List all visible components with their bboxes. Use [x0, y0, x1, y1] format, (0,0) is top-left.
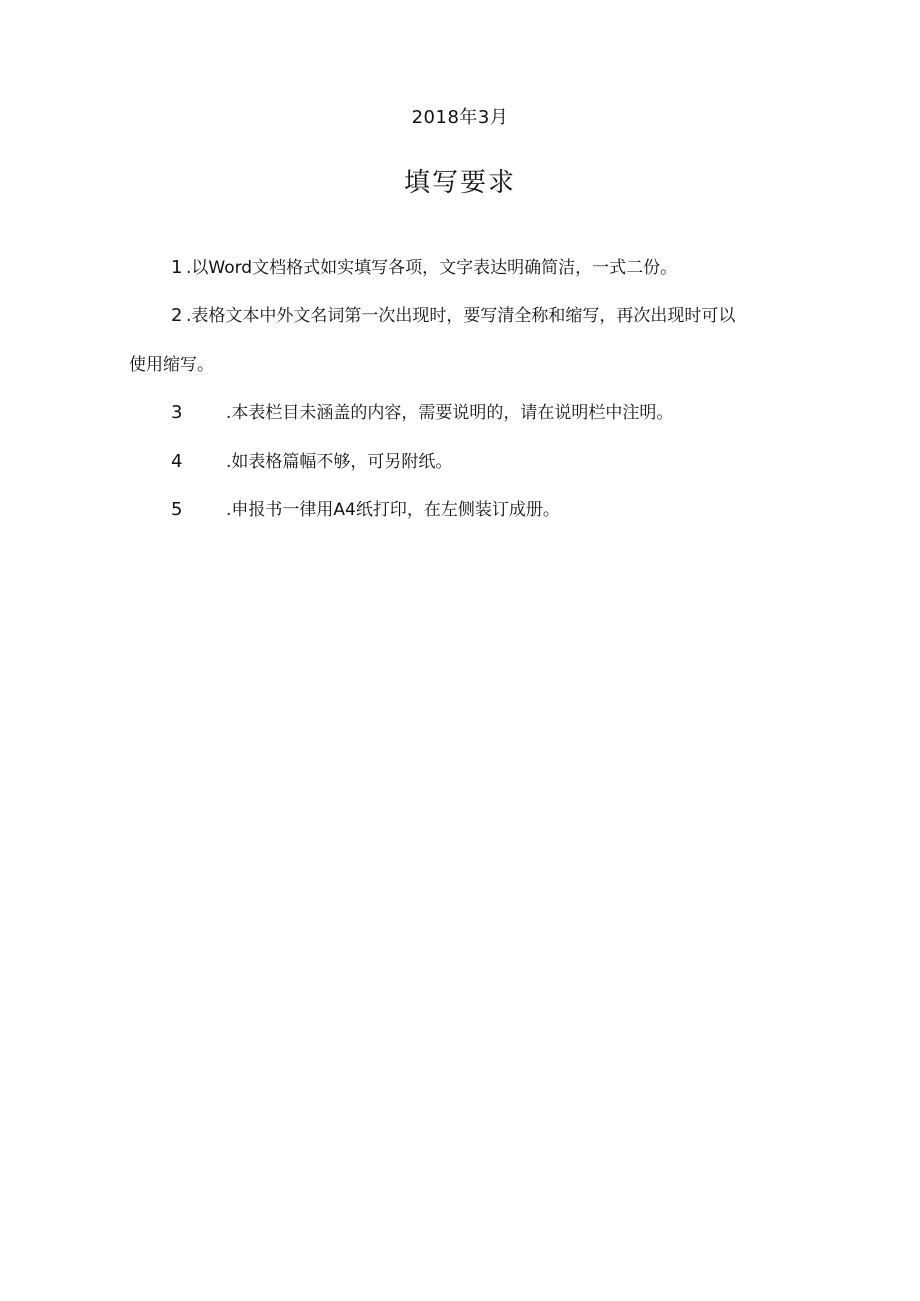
requirement-text: .本表栏目未涵盖的内容，需要说明的，请在说明栏中注明。	[226, 403, 674, 423]
requirement-text: .以Word文档格式如实填写各项，文字表达明确简洁，一式二份。	[186, 258, 678, 278]
page-title: 填写要求	[403, 168, 516, 198]
requirement-text: .表格文本中外文名词第一次出现时，要写清全称和缩写，再次出现时可以	[186, 306, 736, 326]
requirement-number: 2	[171, 305, 183, 326]
requirement-number: 4	[171, 451, 183, 472]
requirement-text: .如表格篇幅不够，可另附纸。	[226, 452, 453, 472]
requirement-number: 1	[171, 257, 183, 278]
requirement-text-continuation: 使用缩写。	[129, 355, 214, 375]
requirement-number: 3	[171, 402, 183, 423]
requirement-number: 5	[171, 499, 183, 520]
requirement-text: .申报书一律用A4纸打印，在左侧装订成册。	[226, 500, 560, 520]
document-date: 2018年3月	[411, 107, 509, 128]
